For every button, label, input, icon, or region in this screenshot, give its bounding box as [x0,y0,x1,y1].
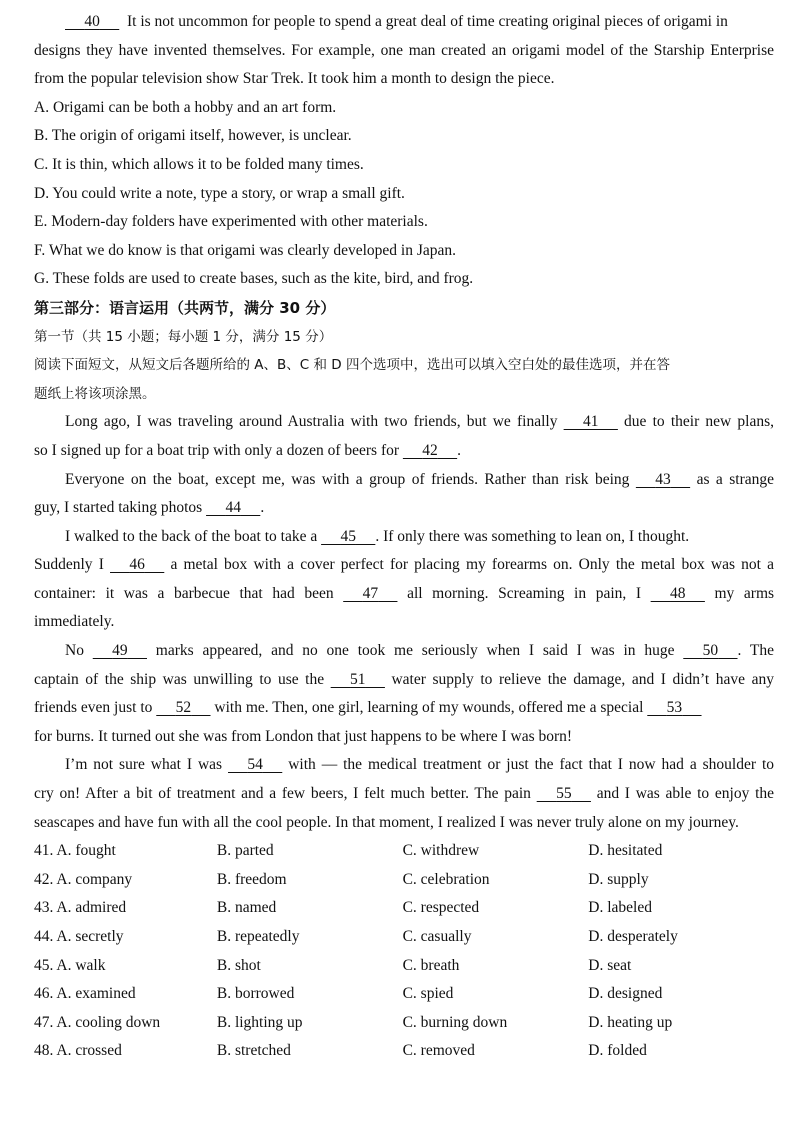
q40-text-1: It is not uncommon for people to spend a great deal of time creating original pieces of origami in [127,13,728,30]
answer-blank-46[interactable]: 46 [129,556,145,574]
passage-text: No [65,642,84,660]
answer-blank-47[interactable]: 47 [362,584,379,602]
passage-line-13 [34,751,774,780]
choice-c[interactable]: C. breath [402,956,460,974]
passage-text: I walked to the back of the boat to take a [65,527,318,545]
answer-blank-50[interactable]: 50 [702,642,719,660]
choice-b[interactable]: B. named [216,899,277,917]
passage-line-5 [34,523,774,552]
passage-text: my arms [714,584,774,602]
answer-blank-41[interactable]: 41 [583,413,599,431]
passage-text: all morning. Screaming in pain, I [407,584,642,602]
choice-a[interactable]: 43. A. admired [34,899,127,917]
exam-page [34,8,774,1066]
choice-d[interactable]: D. seat [588,956,632,974]
answer-blank-40[interactable]: 40 [84,13,100,30]
passage-line-3 [34,466,774,495]
passage-text: Everyone on the boat, except me, was with a group of friends. Rather than risk being [65,470,630,488]
passage-text: so I signed up for a boat trip with only a dozen of beers for [34,441,400,459]
passage-text: . If only there was something to lean on, I thought. [375,527,690,545]
choice-c[interactable]: C. spied [402,985,454,1003]
passage-text: container: it was a barbecue that had been [34,584,334,602]
passage-text: Suddenly I [34,556,104,574]
passage-text: with me. Then, one girl, learning of my wounds, offered me a special [214,699,644,717]
option-g: G. These folds are used to create bases, such as the kite, bird, and frog. [34,270,474,288]
choice-d[interactable]: D. designed [588,985,663,1003]
passage-line-15: seascapes and have fun with all the cool people. In that moment, I realized I was never truly alone on my journey. [34,813,739,831]
option-b: B. The origin of origami itself, however, is unclear. [34,127,352,145]
passage-text: marks appeared, and no one took me seriously when I said I was in huge [155,642,675,660]
choice-b[interactable]: B. freedom [216,870,287,888]
choice-c[interactable]: C. celebration [402,870,490,888]
choice-c[interactable]: C. casually [402,928,472,945]
choice-d[interactable]: D. heating up [588,1013,673,1031]
choice-b[interactable]: B. parted [216,842,274,860]
passage-text: water supply to relieve the damage, and I didn’t have any [391,670,774,688]
choice-d[interactable]: D. labeled [588,899,652,917]
choice-a[interactable]: 41. A. fought [34,842,116,860]
passage-text: I’m not sure what I was [65,756,223,774]
passage-text: friends even just to [34,699,153,717]
choice-b[interactable]: B. shot [216,956,261,974]
answer-blank-51[interactable]: 51 [350,670,366,688]
choice-c[interactable]: C. withdrew [402,842,480,860]
passage-text: Long ago, I was traveling around Australia with two friends, but we finally [65,413,558,431]
passage-line-6 [34,551,774,580]
passage-text: and I was able to enjoy the [596,785,774,803]
choice-d[interactable]: D. supply [588,870,649,888]
passage-text: guy, I started taking photos [34,499,203,517]
answer-blank-42[interactable]: 42 [422,441,438,459]
option-d: D. You could write a note, type a story, or wrap a small gift. [34,184,405,202]
section-3-subtitle: 第一节（共 15 小题；每小题 1 分，满分 15 分） [34,328,333,345]
choice-b[interactable]: B. repeatedly [216,928,300,945]
question-list [34,837,774,1066]
question-43 [34,894,774,923]
passage-text: a metal box with a cover perfect for placing my forearms on. Only the metal box was not a [170,556,774,574]
question-42 [34,866,774,895]
answer-blank-54[interactable]: 54 [247,756,263,774]
choice-b[interactable]: B. stretched [216,1042,291,1060]
choice-b[interactable]: B. borrowed [216,985,295,1003]
passage-line-8: immediately. [34,613,115,631]
passage-text: captain of the ship was unwilling to use the [34,670,325,688]
q40-line-3: from the popular television show Star Trek. It took him a month to design the piece. [34,70,555,88]
choice-a[interactable]: 47. A. cooling down [34,1013,161,1031]
answer-blank-43[interactable]: 43 [655,470,671,488]
passage-line-10 [34,666,774,695]
choice-a[interactable]: 46. A. examined [34,985,136,1003]
choice-c[interactable]: C. respected [402,899,480,917]
choice-c[interactable]: C. burning down [402,1013,508,1031]
passage-text: as a strange [696,470,774,488]
q40-line-1 [34,8,774,37]
choice-a[interactable]: 42. A. company [34,870,133,888]
answer-blank-44[interactable]: 44 [225,499,241,517]
choice-a[interactable]: 44. A. secretly [34,928,124,945]
choice-d[interactable]: D. desperately [588,928,678,945]
question-45 [34,952,774,981]
choice-a[interactable]: 45. A. walk [34,956,106,974]
passage-line-7 [34,580,774,609]
question-41 [34,837,774,866]
answer-blank-53[interactable]: 53 [666,699,683,717]
passage-text: due to their new plans, [624,413,774,431]
option-a: A. Origami can be both a hobby and an art form. [34,98,337,116]
option-c: C. It is thin, which allows it to be folded many times. [34,155,364,173]
passage-line-2: so I signed up for a boat trip with only a dozen of beers for 42 . [34,437,774,466]
passage-line-4: guy, I started taking photos 44 . [34,494,774,523]
passage-line-9 [34,637,774,666]
choice-d[interactable]: D. folded [588,1042,647,1060]
choice-a[interactable]: 48. A. crossed [34,1042,122,1060]
answer-blank-55[interactable]: 55 [556,785,572,803]
passage-text: with — the medical treatment or just the fact that I now had a shoulder to [288,756,774,774]
passage-line-1 [34,408,774,437]
q40-line-2: designs they have invented themselves. For example, one man created an origami model of the Starship Enterprise [34,41,774,59]
question-44 [34,923,774,952]
question-47 [34,1009,774,1038]
question-46 [34,980,774,1009]
passage-text: . The [737,642,774,660]
answer-blank-52[interactable]: 52 [175,699,192,717]
choice-b[interactable]: B. lighting up [216,1013,303,1031]
answer-blank-49[interactable]: 49 [112,642,128,660]
choice-c[interactable]: C. removed [402,1042,475,1060]
choice-d[interactable]: D. hesitated [588,842,663,860]
question-48 [34,1037,774,1066]
passage-line-14 [34,780,774,809]
section-3-title: 第三部分：语言运用（共两节，满分 30 分） [34,298,336,317]
passage-line-12: for burns. It turned out she was from London that just happens to be where I was born! [34,727,573,745]
section-3-instruction-2: 题纸上将该项涂黑。 [34,385,156,402]
passage-line-11 [34,694,774,723]
section-3-instruction-1: 阅读下面短文，从短文后各题所给的 A、B、C 和 D 四个选项中，选出可以填入空白处的最佳选项，并在答 [34,357,670,374]
answer-blank-45[interactable]: 45 [340,527,356,545]
passage-text: cry on! After a bit of treatment and a few beers, I felt much better. The pain [34,785,531,803]
answer-blank-48[interactable]: 48 [670,584,686,602]
option-e: E. Modern-day folders have experimented with other materials. [34,213,428,231]
option-f: F. What we do know is that origami was clearly developed in Japan. [34,241,457,259]
